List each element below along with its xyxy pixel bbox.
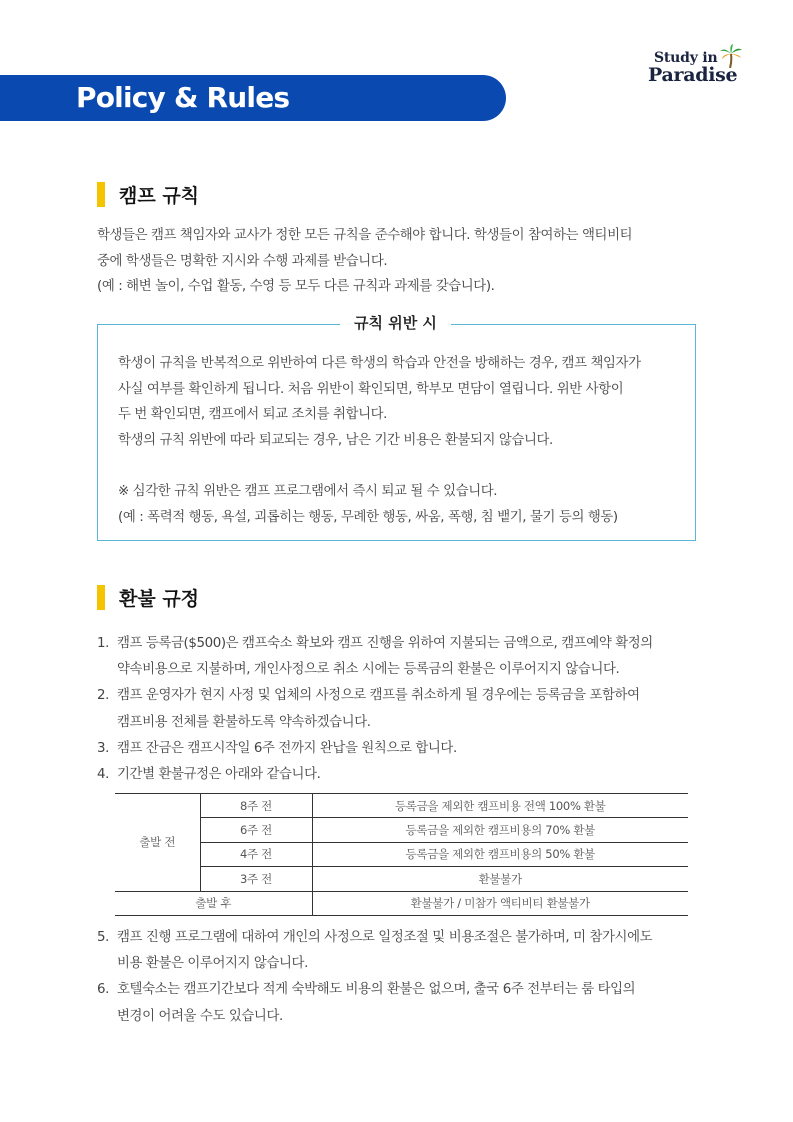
heading-marker [97, 585, 105, 610]
list-text: 변경이 어려울 수도 있습니다. [117, 1008, 283, 1024]
list-number: 1. [97, 636, 109, 651]
page-title: Policy & Rules [76, 81, 290, 114]
list-text: 비용 환불은 이루어지지 않습니다. [117, 956, 308, 972]
table-row [115, 818, 688, 842]
refund-list-top [97, 631, 707, 788]
list-text: 호텔숙소는 캠프기간보다 적게 숙박해도 비용의 환불은 없으며, 출국 6주 전부터는 룸 타입의 [117, 982, 636, 998]
camp-rules-text [97, 223, 717, 300]
period-cell: 4주 전 [200, 842, 312, 866]
table-row [115, 842, 688, 866]
policy-cell: 등록금을 제외한 캠프비용의 70% 환불 [312, 818, 688, 842]
refund-list-bottom [97, 925, 707, 1030]
list-item [97, 631, 707, 683]
period-cell: 3주 전 [200, 867, 312, 891]
list-text: 캠프 등록금($500)은 캠프숙소 확보와 캠프 진행을 위하여 지불되는 금액으로, 캠프예약 확정의 [117, 636, 653, 651]
list-number: 2. [97, 688, 109, 704]
list-item [97, 683, 707, 735]
list-text: 캠프 진행 프로그램에 대하여 개인의 사정으로 일정조절 및 비용조절은 불가하며, 미 참가시에도 [117, 930, 653, 945]
policy-cell: 환불불가 [312, 867, 688, 891]
list-text: 캠프 잔금은 캠프시작일 6주 전까지 완납을 원칙으로 합니다. [117, 740, 457, 756]
brand-line2: Paradise [648, 64, 738, 86]
refund-title: 환불 규정 [119, 588, 200, 610]
list-item [97, 925, 707, 977]
brand-line1: Study in [654, 50, 718, 66]
before-departure-cell: 출발 전 [115, 794, 200, 892]
list-number: 6. [97, 982, 109, 998]
policy-cell: 등록금을 제외한 캠프비용 전액 100% 환불 [312, 794, 688, 818]
period-cell: 8주 전 [200, 794, 312, 818]
violation-line: 두 번 확인되면, 캠프에서 퇴교 조치를 취합니다. [118, 407, 388, 423]
violation-line: 학생의 규칙 위반에 따라 퇴교되는 경우, 남은 기간 비용은 환불되지 않습니다. [118, 432, 553, 448]
camp-rules-line: (예 : 해변 놀이, 수업 활동, 수영 등 모두 다른 규칙과 과제를 갖습니다). [97, 279, 495, 295]
list-text: 캠프 운영자가 현지 사정 및 업체의 사정으로 캠프를 취소하게 될 경우에는 등록금을 포함하여 [117, 688, 640, 704]
after-departure-cell: 출발 후 [115, 891, 312, 915]
list-number: 4. [97, 767, 109, 783]
camp-rules-line: 중에 학생들은 명확한 지시와 수행 과제를 받습니다. [97, 253, 388, 269]
list-number: 5. [97, 930, 109, 945]
table-row [115, 794, 688, 818]
period-cell: 6주 전 [200, 818, 312, 842]
refund-table [115, 793, 688, 916]
title-banner [0, 75, 506, 121]
violation-title: 규칙 위반 시 [340, 312, 451, 333]
policy-cell: 환불불가 / 미참가 액티비티 환불불가 [312, 891, 688, 915]
brand-logo [636, 44, 746, 90]
violation-line: 사실 여부를 확인하게 됩니다. 처음 위반이 확인되면, 학부모 면담이 열립니다. 위반 사항이 [118, 381, 624, 397]
list-item [97, 977, 707, 1029]
violation-line: 학생이 규칙을 반복적으로 위반하여 다른 학생의 학습과 안전을 방해하는 경우, 캠프 책임자가 [118, 356, 641, 371]
list-text: 약속비용으로 지불하며, 개인사정으로 취소 시에는 등록금의 환불은 이루어지지 않습니다. [117, 662, 620, 678]
violation-box [97, 314, 696, 541]
camp-rules-line: 학생들은 캠프 책임자와 교사가 정한 모든 규칙을 준수해야 합니다. 학생들이 참여하는 액티비티 [97, 228, 633, 243]
violation-note: (예 : 폭력적 행동, 욕설, 괴롭히는 행동, 무례한 행동, 싸움, 폭행, 침 뱉기, 물기 등의 행동) [118, 509, 618, 525]
list-text: 기간별 환불규정은 아래와 같습니다. [117, 767, 321, 783]
list-item [97, 736, 707, 762]
heading-marker [97, 182, 105, 207]
table-row [115, 891, 688, 915]
list-text: 캠프비용 전체를 환불하도록 약속하겠습니다. [117, 714, 371, 730]
table-row [115, 867, 688, 891]
violation-note: ※ 심각한 규칙 위반은 캠프 프로그램에서 즉시 퇴교 될 수 있습니다. [118, 483, 498, 499]
violation-text [118, 351, 678, 530]
camp-rules-title: 캠프 규칙 [119, 185, 200, 207]
list-number: 3. [97, 740, 109, 756]
policy-cell: 등록금을 제외한 캠프비용의 50% 환불 [312, 842, 688, 866]
list-item [97, 762, 707, 788]
